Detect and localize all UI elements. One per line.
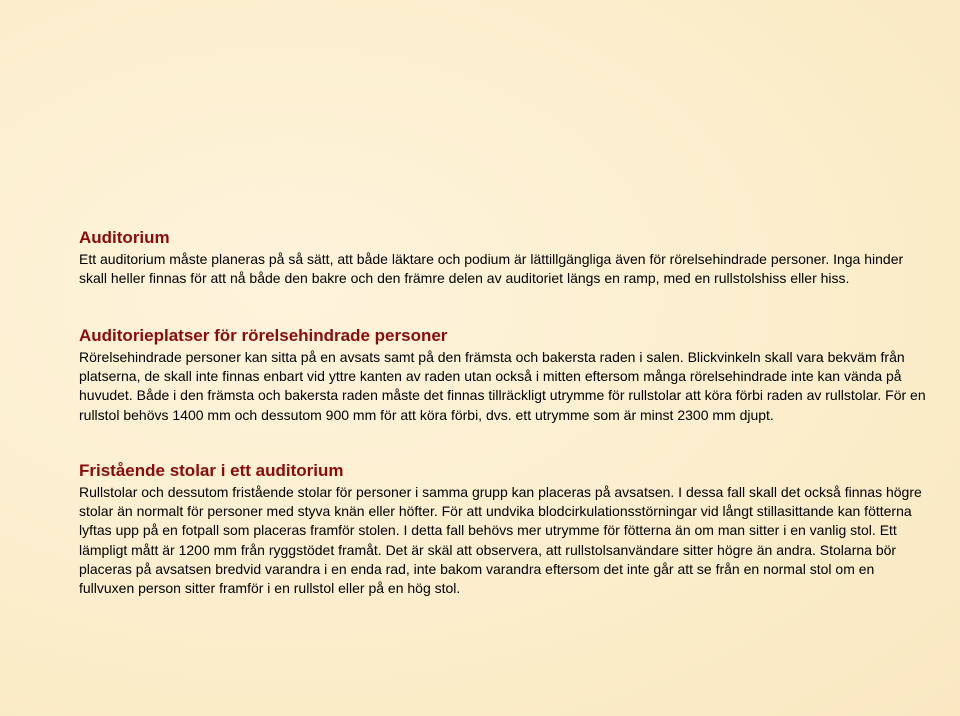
section-body: Ett auditorium måste planeras på så sätt, att både läktare och podium är lättillgängliga även för rörelsehindrade personer. Inga hinder skall heller finnas för att nå både den bakre och den främre delen av auditoriet längs en ramp, med en rullstolshiss eller hiss.	[79, 251, 904, 287]
section-heading: Auditorieplatser för rörelsehindrade personer	[79, 326, 448, 345]
section-freestanding-chairs	[79, 461, 929, 598]
section-auditorium	[79, 228, 929, 288]
section-heading: Fristående stolar i ett auditorium	[79, 461, 344, 480]
section-body: Rullstolar och dessutom fristående stolar för personer i samma grupp kan placeras på avsatsen. I dessa fall skall det också finnas högre stolar än normalt för personer med styva knän eller höfter. För att undvika blodcirkulationsstörningar vid långt stillasittande kan fötterna lyftas upp på en fotpall som placeras framför stolen. I detta fall behövs mer utrymme för fötterna än om man sitter i en vanlig stol. Ett lämpligt mått är 1200 mm från ryggstödet framåt. Det är skäl att observera, att rullstolsanvändare sitter högre än andra. Stolarna bör placeras på avsatsen bredvid varandra i en enda rad, inte bakom varandra eftersom det inte går att se från en normal stol om en fullvuxen person sitter framför i en rullstol eller på en hög stol.	[79, 484, 922, 597]
section-auditorium-seats	[79, 326, 929, 425]
section-body: Rörelsehindrade personer kan sitta på en avsats samt på den främsta och bakersta raden i salen. Blickvinkeln skall vara bekväm från platserna, de skall inte finnas enbart vid yttre kanten av raden utan också i mitten eftersom många rörelsehindrade inte kan vända på huvudet. Både i den främsta och bakersta raden måste det finnas tillräckligt utrymme för rullstolar att köra förbi raden av rullstolar. För en rullstol behövs 1400 mm och dessutom 900 mm för att köra förbi, dvs. ett utrymme som är minst 2300 mm djupt.	[79, 349, 926, 423]
section-heading: Auditorium	[79, 228, 170, 247]
